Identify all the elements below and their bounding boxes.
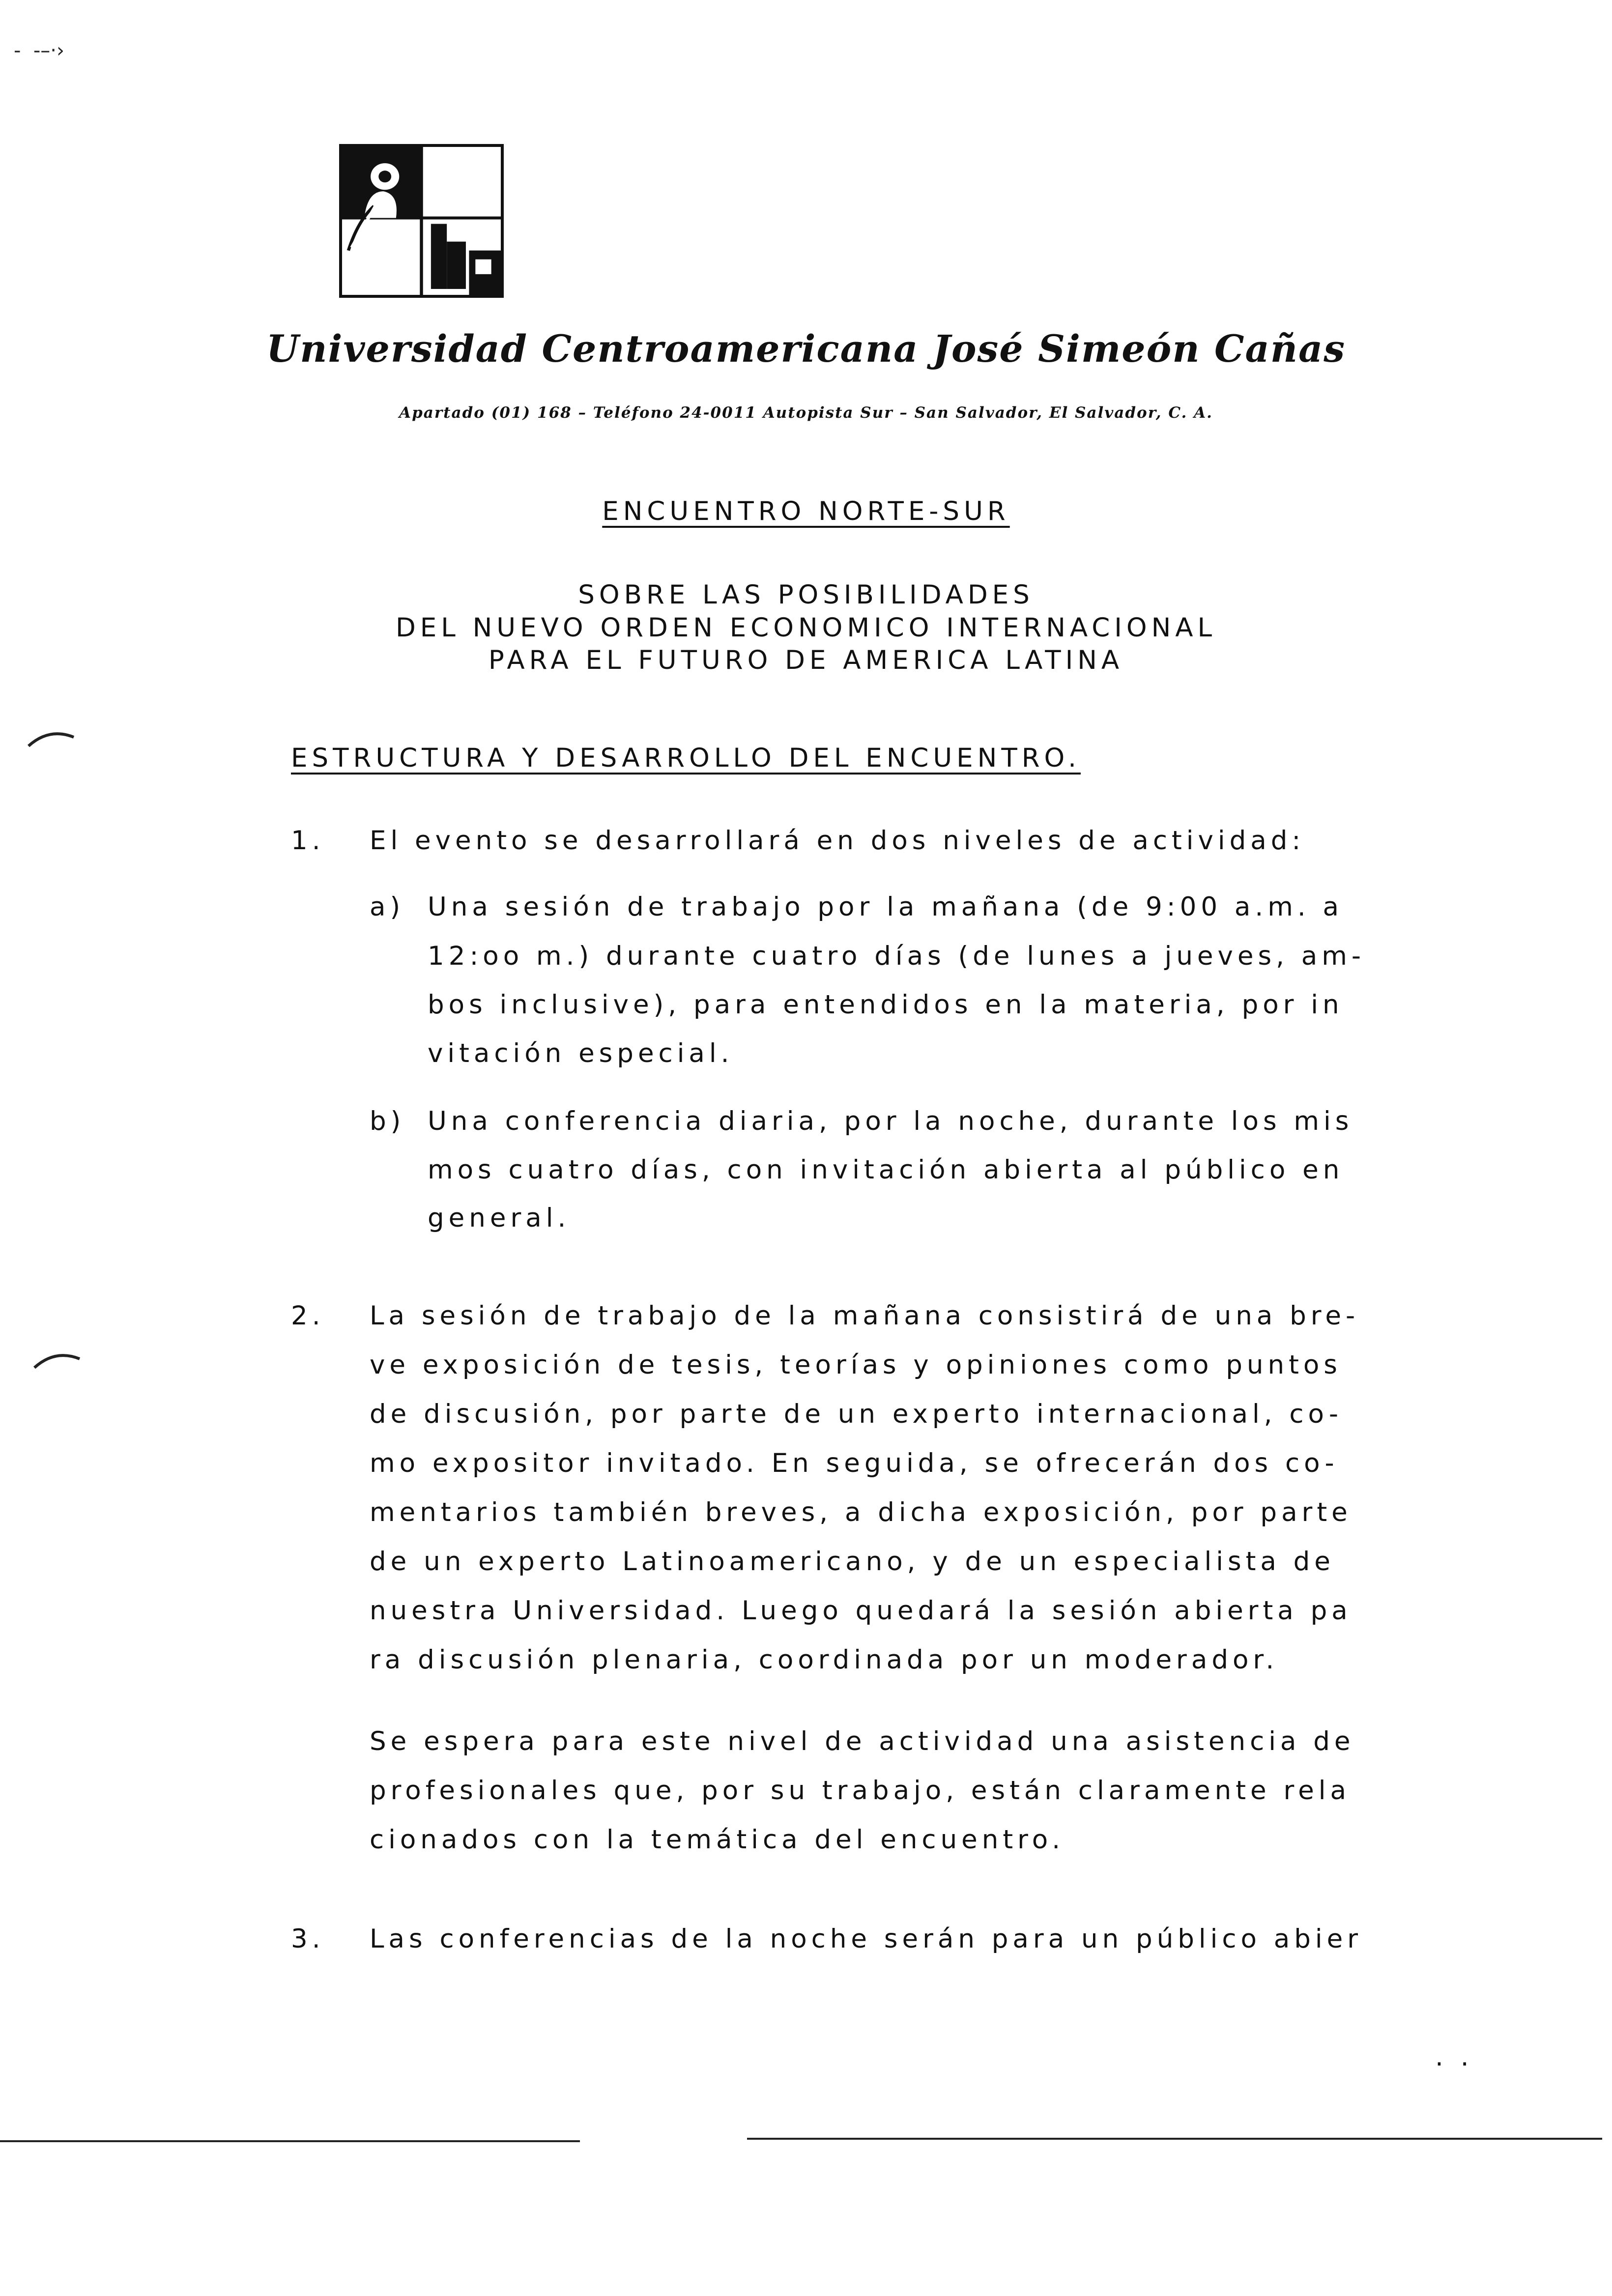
item-2-line-8: ra discusión plenaria, coordinada por un moderador. <box>370 1645 1279 1675</box>
bottom-rule-right <box>747 2138 1602 2140</box>
university-name: Universidad Centroamericana José Simeón Cañas <box>266 327 1346 371</box>
owl-logo-icon <box>342 147 501 295</box>
item-2-line-1: La sesión de trabajo de la mañana consistirá de una bre- <box>370 1301 1360 1331</box>
subtitle-line-1: SOBRE LAS POSIBILIDADES <box>578 580 1034 610</box>
item-2-line-5: mentarios también breves, a dicha exposición, por parte <box>370 1497 1352 1527</box>
item-2-line-7: nuestra Universidad. Luego quedará la sesión abierta pa <box>370 1596 1352 1626</box>
item-3-line-1: Las conferencias de la noche serán para un público abier <box>370 1924 1363 1954</box>
item-1-intro: El evento se desarrollará en dos niveles de actividad: <box>370 826 1305 856</box>
item-2-para2-line-3: cionados con la temática del encuentro. <box>370 1825 1065 1855</box>
subitem-b-line-1: Una conferencia diaria, por la noche, durante los mis <box>428 1106 1353 1136</box>
subitem-a-line-2: 12:oo m.) durante cuatro días (de lunes a jueves, am- <box>428 941 1366 971</box>
university-logo <box>339 144 504 298</box>
hole-punch-mark-upper <box>25 722 79 752</box>
item-2-line-2: ve exposición de tesis, teorías y opiniones como puntos <box>370 1350 1342 1380</box>
section-heading: ESTRUCTURA Y DESARROLLO DEL ENCUENTRO. <box>291 743 1081 773</box>
subitem-a-line-1: Una sesión de trabajo por la mañana (de 9:00 a.m. a <box>428 892 1344 922</box>
hole-punch-mark-lower <box>30 1344 85 1374</box>
subitem-a-line-4: vitación especial. <box>428 1038 734 1068</box>
item-number-2: 2. <box>291 1301 325 1331</box>
subtitle-line-3: PARA EL FUTURO DE AMERICA LATINA <box>488 645 1124 675</box>
subitem-letter-b: b) <box>370 1106 405 1136</box>
subitem-letter-a: a) <box>370 892 405 922</box>
item-number-3: 3. <box>291 1924 325 1954</box>
item-2-para2-line-2: profesionales que, por su trabajo, están claramente rela <box>370 1776 1351 1806</box>
subtitle-line-2: DEL NUEVO ORDEN ECONOMICO INTERNACIONAL <box>395 613 1217 643</box>
margin-mark-top: - -–·› <box>14 39 65 62</box>
bottom-rule-left <box>0 2140 580 2142</box>
item-2-para2-line-1: Se espera para este nivel de actividad una asistencia de <box>370 1726 1355 1756</box>
item-2-line-4: mo expositor invitado. En seguida, se ofrecerán dos co- <box>370 1448 1339 1478</box>
subitem-a-line-3: bos inclusive), para entendidos en la materia, por in <box>428 990 1344 1020</box>
document-title: ENCUENTRO NORTE-SUR <box>602 496 1010 526</box>
item-number-1: 1. <box>291 826 325 856</box>
subitem-b-line-2: mos cuatro días, con invitación abierta al público en <box>428 1155 1344 1185</box>
continuation-mark: . . <box>1435 2042 1473 2072</box>
item-2-line-3: de discusión, por parte de un experto internacional, co- <box>370 1399 1343 1429</box>
subitem-b-line-3: general. <box>428 1203 571 1233</box>
university-address: Apartado (01) 168 – Teléfono 24-0011 Autopista Sur – San Salvador, El Salvador, C. A. <box>399 404 1213 422</box>
item-2-line-6: de un experto Latinoamericano, y de un especialista de <box>370 1547 1335 1577</box>
